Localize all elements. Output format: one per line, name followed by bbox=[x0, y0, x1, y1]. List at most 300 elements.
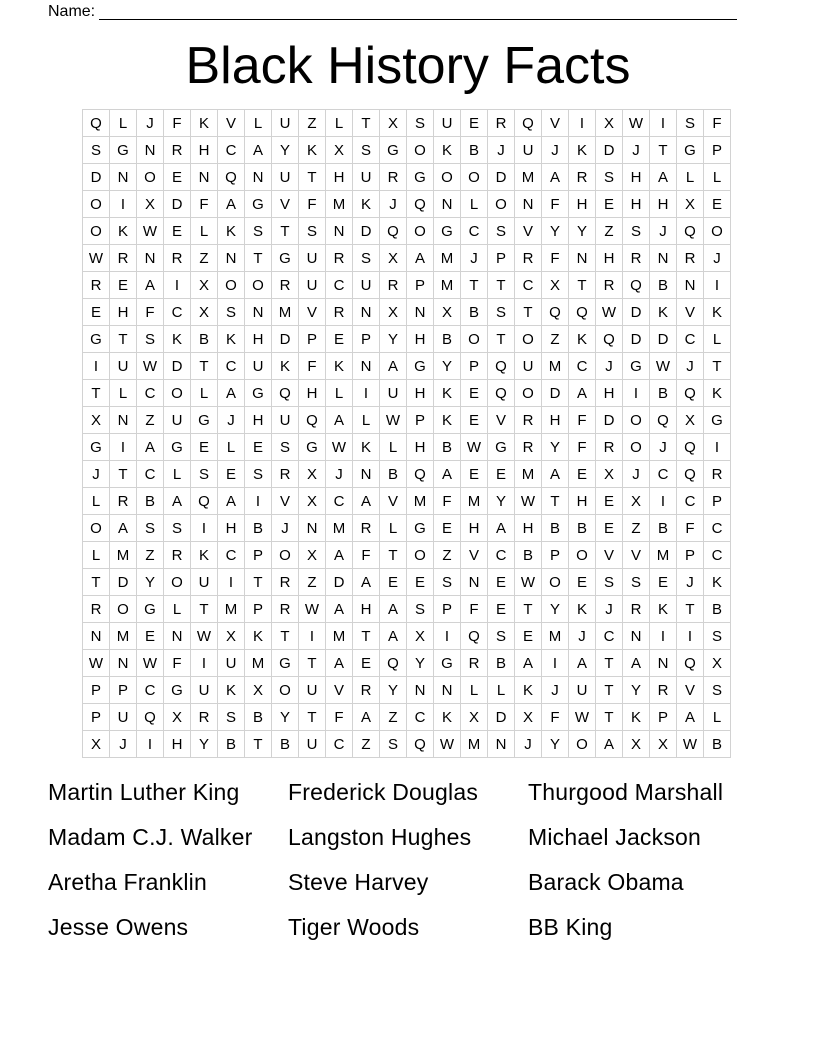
grid-cell[interactable]: L bbox=[191, 218, 218, 245]
grid-cell[interactable]: O bbox=[407, 218, 434, 245]
grid-cell[interactable]: X bbox=[704, 650, 731, 677]
grid-cell[interactable]: X bbox=[218, 623, 245, 650]
grid-cell[interactable]: C bbox=[704, 542, 731, 569]
grid-cell[interactable]: E bbox=[461, 407, 488, 434]
grid-cell[interactable]: R bbox=[596, 272, 623, 299]
grid-cell[interactable]: P bbox=[110, 677, 137, 704]
grid-cell[interactable]: C bbox=[650, 461, 677, 488]
grid-cell[interactable]: W bbox=[515, 569, 542, 596]
grid-cell[interactable]: O bbox=[83, 191, 110, 218]
grid-cell[interactable]: K bbox=[164, 326, 191, 353]
grid-cell[interactable]: A bbox=[218, 380, 245, 407]
grid-cell[interactable]: A bbox=[434, 461, 461, 488]
grid-cell[interactable]: E bbox=[596, 515, 623, 542]
grid-cell[interactable]: Z bbox=[596, 218, 623, 245]
grid-cell[interactable]: O bbox=[623, 407, 650, 434]
grid-cell[interactable]: H bbox=[650, 191, 677, 218]
grid-cell[interactable]: R bbox=[704, 461, 731, 488]
grid-cell[interactable]: R bbox=[650, 677, 677, 704]
grid-cell[interactable]: V bbox=[488, 407, 515, 434]
grid-cell[interactable]: L bbox=[353, 407, 380, 434]
grid-cell[interactable]: I bbox=[650, 488, 677, 515]
grid-cell[interactable]: X bbox=[380, 245, 407, 272]
grid-cell[interactable]: K bbox=[434, 704, 461, 731]
grid-cell[interactable]: E bbox=[569, 569, 596, 596]
grid-cell[interactable]: R bbox=[191, 704, 218, 731]
grid-cell[interactable]: Z bbox=[353, 731, 380, 758]
grid-cell[interactable]: S bbox=[164, 515, 191, 542]
grid-cell[interactable]: M bbox=[272, 299, 299, 326]
grid-cell[interactable]: T bbox=[299, 164, 326, 191]
grid-cell[interactable]: A bbox=[164, 488, 191, 515]
grid-cell[interactable]: X bbox=[596, 110, 623, 137]
grid-cell[interactable]: B bbox=[137, 488, 164, 515]
grid-cell[interactable]: P bbox=[704, 137, 731, 164]
grid-cell[interactable]: G bbox=[407, 353, 434, 380]
grid-cell[interactable]: A bbox=[326, 542, 353, 569]
grid-cell[interactable]: N bbox=[569, 245, 596, 272]
grid-cell[interactable]: N bbox=[326, 218, 353, 245]
grid-cell[interactable]: X bbox=[299, 488, 326, 515]
grid-cell[interactable]: C bbox=[218, 137, 245, 164]
grid-cell[interactable]: I bbox=[218, 569, 245, 596]
grid-cell[interactable]: B bbox=[650, 515, 677, 542]
grid-cell[interactable]: F bbox=[434, 488, 461, 515]
grid-cell[interactable]: R bbox=[110, 488, 137, 515]
grid-cell[interactable]: K bbox=[191, 110, 218, 137]
grid-cell[interactable]: G bbox=[434, 218, 461, 245]
grid-cell[interactable]: U bbox=[164, 407, 191, 434]
grid-cell[interactable]: E bbox=[218, 461, 245, 488]
grid-cell[interactable]: B bbox=[218, 731, 245, 758]
grid-cell[interactable]: E bbox=[137, 623, 164, 650]
grid-cell[interactable]: J bbox=[650, 218, 677, 245]
grid-cell[interactable]: K bbox=[704, 299, 731, 326]
grid-cell[interactable]: N bbox=[353, 299, 380, 326]
grid-cell[interactable]: K bbox=[650, 596, 677, 623]
grid-cell[interactable]: M bbox=[326, 515, 353, 542]
grid-cell[interactable]: N bbox=[218, 245, 245, 272]
grid-cell[interactable]: L bbox=[326, 380, 353, 407]
grid-cell[interactable]: N bbox=[110, 164, 137, 191]
grid-cell[interactable]: E bbox=[596, 488, 623, 515]
grid-cell[interactable]: C bbox=[488, 542, 515, 569]
grid-cell[interactable]: H bbox=[326, 164, 353, 191]
grid-cell[interactable]: M bbox=[515, 164, 542, 191]
grid-cell[interactable]: U bbox=[110, 704, 137, 731]
grid-cell[interactable]: T bbox=[677, 596, 704, 623]
grid-cell[interactable]: V bbox=[326, 677, 353, 704]
grid-cell[interactable]: C bbox=[326, 731, 353, 758]
grid-cell[interactable]: R bbox=[677, 245, 704, 272]
grid-cell[interactable]: P bbox=[434, 596, 461, 623]
grid-cell[interactable]: M bbox=[110, 623, 137, 650]
grid-cell[interactable]: D bbox=[596, 407, 623, 434]
grid-cell[interactable]: N bbox=[461, 569, 488, 596]
grid-cell[interactable]: E bbox=[191, 434, 218, 461]
grid-cell[interactable]: E bbox=[164, 164, 191, 191]
grid-cell[interactable]: Q bbox=[650, 407, 677, 434]
grid-cell[interactable]: X bbox=[461, 704, 488, 731]
grid-cell[interactable]: Z bbox=[542, 326, 569, 353]
grid-cell[interactable]: O bbox=[461, 164, 488, 191]
grid-cell[interactable]: S bbox=[137, 326, 164, 353]
grid-cell[interactable]: Z bbox=[623, 515, 650, 542]
grid-cell[interactable]: H bbox=[164, 731, 191, 758]
grid-cell[interactable]: A bbox=[596, 731, 623, 758]
grid-cell[interactable]: W bbox=[650, 353, 677, 380]
grid-cell[interactable]: I bbox=[191, 515, 218, 542]
grid-cell[interactable]: I bbox=[299, 623, 326, 650]
grid-cell[interactable]: P bbox=[488, 245, 515, 272]
grid-cell[interactable]: X bbox=[677, 191, 704, 218]
grid-cell[interactable]: T bbox=[299, 650, 326, 677]
grid-cell[interactable]: R bbox=[272, 272, 299, 299]
grid-cell[interactable]: W bbox=[434, 731, 461, 758]
grid-cell[interactable]: J bbox=[623, 461, 650, 488]
grid-cell[interactable]: Q bbox=[83, 110, 110, 137]
grid-cell[interactable]: K bbox=[569, 137, 596, 164]
grid-cell[interactable]: M bbox=[461, 731, 488, 758]
grid-cell[interactable]: O bbox=[407, 542, 434, 569]
grid-cell[interactable]: X bbox=[623, 731, 650, 758]
grid-cell[interactable]: J bbox=[110, 731, 137, 758]
grid-cell[interactable]: S bbox=[245, 461, 272, 488]
grid-cell[interactable]: T bbox=[353, 110, 380, 137]
grid-cell[interactable]: T bbox=[83, 380, 110, 407]
grid-cell[interactable]: J bbox=[380, 191, 407, 218]
grid-cell[interactable]: V bbox=[515, 218, 542, 245]
grid-cell[interactable]: S bbox=[245, 218, 272, 245]
grid-cell[interactable]: S bbox=[434, 569, 461, 596]
grid-cell[interactable]: M bbox=[326, 191, 353, 218]
grid-cell[interactable]: U bbox=[299, 731, 326, 758]
grid-cell[interactable]: W bbox=[596, 299, 623, 326]
grid-cell[interactable]: J bbox=[623, 137, 650, 164]
grid-cell[interactable]: K bbox=[191, 542, 218, 569]
grid-cell[interactable]: G bbox=[83, 434, 110, 461]
grid-cell[interactable]: Y bbox=[542, 731, 569, 758]
grid-cell[interactable]: Y bbox=[569, 218, 596, 245]
grid-cell[interactable]: Q bbox=[569, 299, 596, 326]
grid-cell[interactable]: L bbox=[245, 110, 272, 137]
grid-cell[interactable]: H bbox=[596, 245, 623, 272]
grid-cell[interactable]: S bbox=[704, 677, 731, 704]
grid-cell[interactable]: H bbox=[191, 137, 218, 164]
grid-cell[interactable]: Q bbox=[677, 218, 704, 245]
grid-cell[interactable]: U bbox=[515, 137, 542, 164]
grid-cell[interactable]: G bbox=[299, 434, 326, 461]
grid-cell[interactable]: K bbox=[569, 596, 596, 623]
grid-cell[interactable]: R bbox=[326, 245, 353, 272]
grid-cell[interactable]: E bbox=[596, 191, 623, 218]
grid-cell[interactable]: O bbox=[461, 326, 488, 353]
grid-cell[interactable]: I bbox=[704, 434, 731, 461]
grid-cell[interactable]: B bbox=[461, 299, 488, 326]
grid-cell[interactable]: A bbox=[650, 164, 677, 191]
grid-cell[interactable]: E bbox=[407, 569, 434, 596]
grid-cell[interactable]: Y bbox=[542, 218, 569, 245]
grid-cell[interactable]: C bbox=[596, 623, 623, 650]
grid-cell[interactable]: C bbox=[326, 272, 353, 299]
grid-cell[interactable]: Y bbox=[623, 677, 650, 704]
grid-cell[interactable]: G bbox=[272, 650, 299, 677]
grid-cell[interactable]: Y bbox=[191, 731, 218, 758]
grid-cell[interactable]: X bbox=[299, 542, 326, 569]
grid-cell[interactable]: K bbox=[650, 299, 677, 326]
grid-cell[interactable]: D bbox=[164, 191, 191, 218]
grid-cell[interactable]: A bbox=[542, 164, 569, 191]
grid-cell[interactable]: J bbox=[83, 461, 110, 488]
grid-cell[interactable]: B bbox=[650, 380, 677, 407]
grid-cell[interactable]: I bbox=[191, 650, 218, 677]
grid-cell[interactable]: N bbox=[515, 191, 542, 218]
grid-cell[interactable]: H bbox=[623, 191, 650, 218]
grid-cell[interactable]: D bbox=[488, 164, 515, 191]
grid-cell[interactable]: G bbox=[677, 137, 704, 164]
grid-cell[interactable]: N bbox=[137, 245, 164, 272]
grid-cell[interactable]: X bbox=[434, 299, 461, 326]
grid-cell[interactable]: B bbox=[434, 326, 461, 353]
grid-cell[interactable]: N bbox=[488, 731, 515, 758]
grid-cell[interactable]: N bbox=[434, 191, 461, 218]
grid-cell[interactable]: R bbox=[596, 434, 623, 461]
grid-cell[interactable]: L bbox=[83, 488, 110, 515]
grid-cell[interactable]: G bbox=[191, 407, 218, 434]
grid-cell[interactable]: Z bbox=[299, 569, 326, 596]
grid-cell[interactable]: O bbox=[245, 272, 272, 299]
grid-cell[interactable]: X bbox=[83, 407, 110, 434]
grid-cell[interactable]: G bbox=[380, 137, 407, 164]
grid-cell[interactable]: P bbox=[650, 704, 677, 731]
grid-cell[interactable]: Y bbox=[542, 434, 569, 461]
grid-cell[interactable]: R bbox=[272, 596, 299, 623]
grid-cell[interactable]: Y bbox=[272, 137, 299, 164]
grid-cell[interactable]: T bbox=[596, 704, 623, 731]
grid-cell[interactable]: O bbox=[272, 677, 299, 704]
grid-cell[interactable]: G bbox=[623, 353, 650, 380]
grid-cell[interactable]: A bbox=[218, 488, 245, 515]
grid-cell[interactable]: J bbox=[542, 677, 569, 704]
grid-cell[interactable]: C bbox=[326, 488, 353, 515]
grid-cell[interactable]: H bbox=[569, 191, 596, 218]
grid-cell[interactable]: F bbox=[542, 704, 569, 731]
grid-cell[interactable]: S bbox=[218, 704, 245, 731]
grid-cell[interactable]: I bbox=[704, 272, 731, 299]
grid-cell[interactable]: M bbox=[326, 623, 353, 650]
grid-cell[interactable]: A bbox=[110, 515, 137, 542]
grid-cell[interactable]: O bbox=[83, 218, 110, 245]
grid-cell[interactable]: S bbox=[218, 299, 245, 326]
grid-cell[interactable]: H bbox=[623, 164, 650, 191]
grid-cell[interactable]: D bbox=[488, 704, 515, 731]
grid-cell[interactable]: R bbox=[164, 542, 191, 569]
grid-cell[interactable]: O bbox=[569, 731, 596, 758]
grid-cell[interactable]: T bbox=[299, 704, 326, 731]
grid-cell[interactable]: C bbox=[137, 461, 164, 488]
grid-cell[interactable]: A bbox=[326, 407, 353, 434]
grid-cell[interactable]: J bbox=[704, 245, 731, 272]
grid-cell[interactable]: S bbox=[596, 164, 623, 191]
grid-cell[interactable]: K bbox=[218, 326, 245, 353]
grid-cell[interactable]: F bbox=[353, 542, 380, 569]
grid-cell[interactable]: W bbox=[299, 596, 326, 623]
grid-cell[interactable]: Q bbox=[137, 704, 164, 731]
grid-cell[interactable]: V bbox=[299, 299, 326, 326]
grid-cell[interactable]: Q bbox=[218, 164, 245, 191]
grid-cell[interactable]: W bbox=[191, 623, 218, 650]
grid-cell[interactable]: K bbox=[272, 353, 299, 380]
grid-cell[interactable]: A bbox=[137, 272, 164, 299]
grid-cell[interactable]: G bbox=[164, 434, 191, 461]
grid-cell[interactable]: L bbox=[83, 542, 110, 569]
grid-cell[interactable]: E bbox=[488, 569, 515, 596]
grid-cell[interactable]: T bbox=[380, 542, 407, 569]
grid-cell[interactable]: Y bbox=[542, 596, 569, 623]
grid-cell[interactable]: E bbox=[326, 326, 353, 353]
grid-cell[interactable]: U bbox=[272, 407, 299, 434]
grid-cell[interactable]: C bbox=[569, 353, 596, 380]
grid-cell[interactable]: E bbox=[434, 515, 461, 542]
grid-cell[interactable]: G bbox=[272, 245, 299, 272]
grid-cell[interactable]: F bbox=[191, 191, 218, 218]
grid-cell[interactable]: X bbox=[380, 110, 407, 137]
grid-cell[interactable]: R bbox=[83, 272, 110, 299]
grid-cell[interactable]: I bbox=[137, 731, 164, 758]
grid-cell[interactable]: O bbox=[542, 569, 569, 596]
grid-cell[interactable]: X bbox=[191, 299, 218, 326]
grid-cell[interactable]: N bbox=[245, 164, 272, 191]
grid-cell[interactable]: E bbox=[461, 380, 488, 407]
grid-cell[interactable]: S bbox=[407, 110, 434, 137]
grid-cell[interactable]: A bbox=[569, 650, 596, 677]
grid-cell[interactable]: L bbox=[380, 434, 407, 461]
grid-cell[interactable]: I bbox=[245, 488, 272, 515]
grid-cell[interactable]: O bbox=[164, 569, 191, 596]
grid-cell[interactable]: O bbox=[272, 542, 299, 569]
grid-cell[interactable]: R bbox=[353, 677, 380, 704]
grid-cell[interactable]: H bbox=[245, 326, 272, 353]
grid-cell[interactable]: X bbox=[299, 461, 326, 488]
grid-cell[interactable]: P bbox=[407, 272, 434, 299]
grid-cell[interactable]: M bbox=[542, 623, 569, 650]
grid-cell[interactable]: T bbox=[542, 488, 569, 515]
grid-cell[interactable]: K bbox=[515, 677, 542, 704]
grid-cell[interactable]: L bbox=[164, 596, 191, 623]
grid-cell[interactable]: S bbox=[488, 623, 515, 650]
grid-cell[interactable]: P bbox=[542, 542, 569, 569]
grid-cell[interactable]: B bbox=[272, 731, 299, 758]
grid-cell[interactable]: X bbox=[650, 731, 677, 758]
grid-cell[interactable]: S bbox=[299, 218, 326, 245]
grid-cell[interactable]: C bbox=[704, 515, 731, 542]
grid-cell[interactable]: E bbox=[83, 299, 110, 326]
grid-cell[interactable]: O bbox=[137, 164, 164, 191]
grid-cell[interactable]: X bbox=[245, 677, 272, 704]
grid-cell[interactable]: E bbox=[488, 596, 515, 623]
grid-cell[interactable]: X bbox=[542, 272, 569, 299]
grid-cell[interactable]: T bbox=[245, 569, 272, 596]
grid-cell[interactable]: D bbox=[596, 137, 623, 164]
grid-cell[interactable]: D bbox=[110, 569, 137, 596]
grid-cell[interactable]: N bbox=[110, 407, 137, 434]
grid-cell[interactable]: N bbox=[353, 461, 380, 488]
grid-cell[interactable]: R bbox=[380, 164, 407, 191]
grid-cell[interactable]: F bbox=[569, 407, 596, 434]
grid-cell[interactable]: H bbox=[569, 488, 596, 515]
grid-cell[interactable]: Z bbox=[434, 542, 461, 569]
grid-cell[interactable]: Q bbox=[488, 380, 515, 407]
grid-cell[interactable]: G bbox=[137, 596, 164, 623]
grid-cell[interactable]: C bbox=[218, 542, 245, 569]
grid-cell[interactable]: P bbox=[83, 677, 110, 704]
grid-cell[interactable]: G bbox=[407, 164, 434, 191]
grid-cell[interactable]: T bbox=[83, 569, 110, 596]
grid-cell[interactable]: E bbox=[704, 191, 731, 218]
grid-cell[interactable]: A bbox=[245, 137, 272, 164]
name-blank-line[interactable] bbox=[99, 5, 737, 20]
grid-cell[interactable]: T bbox=[488, 272, 515, 299]
grid-cell[interactable]: J bbox=[650, 434, 677, 461]
grid-cell[interactable]: I bbox=[569, 110, 596, 137]
grid-cell[interactable]: Z bbox=[380, 704, 407, 731]
grid-cell[interactable]: S bbox=[623, 569, 650, 596]
grid-cell[interactable]: I bbox=[677, 623, 704, 650]
grid-cell[interactable]: R bbox=[83, 596, 110, 623]
grid-cell[interactable]: U bbox=[353, 164, 380, 191]
grid-cell[interactable]: B bbox=[245, 515, 272, 542]
grid-cell[interactable]: B bbox=[650, 272, 677, 299]
grid-cell[interactable]: G bbox=[704, 407, 731, 434]
grid-cell[interactable]: N bbox=[299, 515, 326, 542]
grid-cell[interactable]: X bbox=[677, 407, 704, 434]
grid-cell[interactable]: E bbox=[488, 461, 515, 488]
grid-cell[interactable]: N bbox=[650, 245, 677, 272]
grid-cell[interactable]: X bbox=[380, 299, 407, 326]
grid-cell[interactable]: R bbox=[461, 650, 488, 677]
grid-cell[interactable]: Y bbox=[137, 569, 164, 596]
grid-cell[interactable]: V bbox=[218, 110, 245, 137]
grid-cell[interactable]: W bbox=[137, 353, 164, 380]
grid-cell[interactable]: S bbox=[623, 218, 650, 245]
grid-cell[interactable]: S bbox=[191, 461, 218, 488]
grid-cell[interactable]: C bbox=[164, 299, 191, 326]
grid-cell[interactable]: D bbox=[623, 299, 650, 326]
grid-cell[interactable]: A bbox=[218, 191, 245, 218]
grid-cell[interactable]: L bbox=[326, 110, 353, 137]
grid-cell[interactable]: C bbox=[137, 380, 164, 407]
grid-cell[interactable]: K bbox=[434, 380, 461, 407]
grid-cell[interactable]: S bbox=[137, 515, 164, 542]
grid-cell[interactable]: T bbox=[191, 596, 218, 623]
grid-cell[interactable]: G bbox=[488, 434, 515, 461]
grid-cell[interactable]: T bbox=[488, 326, 515, 353]
grid-cell[interactable]: R bbox=[623, 245, 650, 272]
grid-cell[interactable]: Q bbox=[380, 650, 407, 677]
grid-cell[interactable]: A bbox=[623, 650, 650, 677]
grid-cell[interactable]: J bbox=[542, 137, 569, 164]
grid-cell[interactable]: O bbox=[164, 380, 191, 407]
grid-cell[interactable]: W bbox=[515, 488, 542, 515]
grid-cell[interactable]: P bbox=[83, 704, 110, 731]
grid-cell[interactable]: W bbox=[137, 218, 164, 245]
grid-cell[interactable]: K bbox=[353, 191, 380, 218]
grid-cell[interactable]: P bbox=[245, 542, 272, 569]
grid-cell[interactable]: S bbox=[596, 569, 623, 596]
grid-cell[interactable]: T bbox=[110, 461, 137, 488]
grid-cell[interactable]: L bbox=[110, 380, 137, 407]
grid-cell[interactable]: F bbox=[299, 191, 326, 218]
